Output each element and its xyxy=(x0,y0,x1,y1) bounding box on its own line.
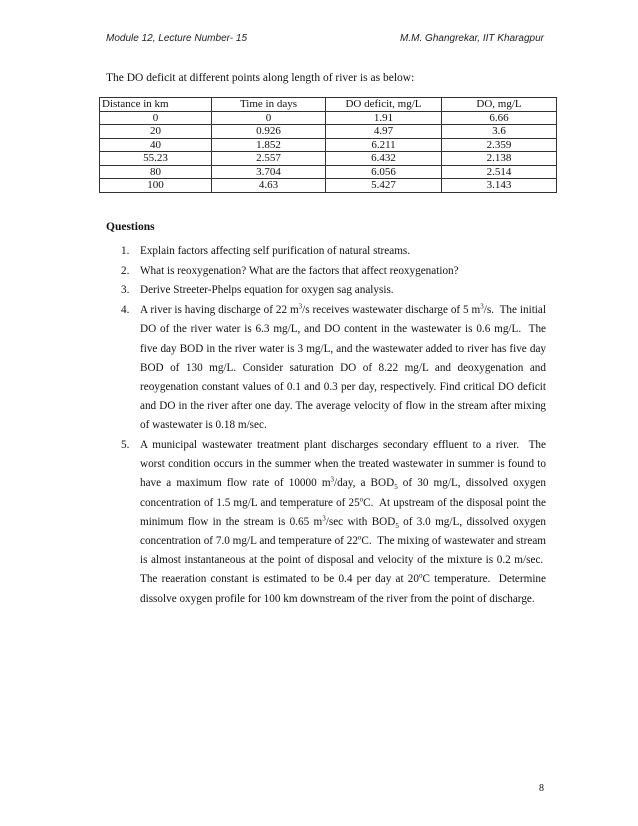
table-cell: 1.91 xyxy=(326,111,442,125)
question-text: A municipal wastewater treatment plant discharges secondary effluent to a river. The worst condition occurs in the summer when the treated wastewater in summer is found to have a maximum flow rate of 10000 $m^3$/day, a $BOD_5$ of 30 mg/L, dissolved oxygen concentration of 1.5 mg/L and temperature of 25$^o$C. At upstream of the disposal point the minimum flow in the stream is 0.65 $m^3/\sec$ with $BOD_5$ of 3.0 mg/L, dissolved oxygen concentration of 7.0 mg/L and temperature of 22$^o$C. The mixing of wastewater and stream is almost instantaneous at the point of disposal and velocity of the mixture is 0.2 m/sec. The reaeration constant is estimated to be 0.4 per day at 20$^o$C temperature. Determine dissolve oxygen profile for 100 km downstream of the river from the point of discharge. xyxy=(140,439,547,605)
table-row xyxy=(100,179,557,193)
table-cell: 2.557 xyxy=(212,152,326,166)
question-number: 4. xyxy=(121,304,130,317)
table-cell: 2.514 xyxy=(442,165,557,179)
table-row xyxy=(100,165,557,179)
table-cell: 3.6 xyxy=(442,125,557,139)
table-cell: 4.63 xyxy=(212,179,326,193)
question-number: 1. xyxy=(121,245,130,257)
question-item xyxy=(106,262,546,281)
question-item xyxy=(106,242,546,261)
table-cell: 100 xyxy=(100,179,212,193)
table-cell: 0 xyxy=(100,111,212,125)
questions-list xyxy=(106,242,546,609)
table-cell: 1.852 xyxy=(212,138,326,152)
table-cell: 40 xyxy=(100,138,212,152)
table-cell: 3.704 xyxy=(212,165,326,179)
table-cell: 6.432 xyxy=(326,152,442,166)
question-text: A river is having discharge of 22 $m^3/s$ receives wastewater discharge of 5 $m^3/s$. The initial DO of the river water is 6.3 mg/L, and DO content in the wastewater is 0.6 mg/L. The five day BOD in the river water is 3 mg/L, and the wastewater added to river has five day BOD of 130 mg/L. Consider saturation DO of 8.22 mg/L and deoxygenation and reoygenation constant values of 0.1 and 0.3 per day, respectively. Find critical DO deficit and DO in the river after one day. The average velocity of flow in the stream after mixing of wastewater is 0.18 m/sec. xyxy=(140,302,546,432)
table-cell: 6.211 xyxy=(326,138,442,152)
table-cell: 2.359 xyxy=(442,138,557,152)
column-header: Distance in km xyxy=(100,98,212,112)
intro-text: The DO deficit at different points along length of river is as below: xyxy=(106,72,415,84)
column-header: DO, mg/L xyxy=(442,98,557,112)
question-item xyxy=(106,436,546,609)
table-cell: 2.138 xyxy=(442,152,557,166)
table-row xyxy=(100,138,557,152)
question-text: Derive Streeter-Phelps equation for oxygen sag analysis. xyxy=(140,284,394,297)
header-module: Module 12, Lecture Number- 15 xyxy=(106,33,248,44)
page-number: 8 xyxy=(539,783,544,794)
table-cell: 5.427 xyxy=(326,179,442,193)
header-author: M.M. Ghangrekar, IIT Kharagpur xyxy=(400,33,544,44)
questions-heading: Questions xyxy=(106,221,155,233)
question-text: What is reoxygenation? What are the factors that affect reoxygenation? xyxy=(140,264,459,277)
table-cell: 55.23 xyxy=(100,152,212,166)
table-header-row xyxy=(100,98,557,112)
column-header: Time in days xyxy=(212,98,326,112)
table-cell: 0 xyxy=(212,111,326,125)
table-row xyxy=(100,111,557,125)
question-number: 3. xyxy=(121,284,130,297)
table-cell: 6.056 xyxy=(326,165,442,179)
page-header xyxy=(106,33,544,44)
do-deficit-table xyxy=(99,97,557,193)
table-cell: 3.143 xyxy=(442,179,557,193)
question-item xyxy=(106,301,546,435)
question-item xyxy=(106,281,546,300)
table-row xyxy=(100,152,557,166)
table-cell: 20 xyxy=(100,125,212,139)
column-header: DO deficit, mg/L xyxy=(326,98,442,112)
table-row xyxy=(100,125,557,139)
table-cell: 80 xyxy=(100,165,212,179)
table-cell: 6.66 xyxy=(442,111,557,125)
question-text: Explain factors affecting self purification of natural streams. xyxy=(140,245,411,257)
table-cell: 4.97 xyxy=(326,125,442,139)
question-number: 5. xyxy=(121,439,130,452)
table-cell: 0.926 xyxy=(212,125,326,139)
question-number: 2. xyxy=(121,264,130,277)
